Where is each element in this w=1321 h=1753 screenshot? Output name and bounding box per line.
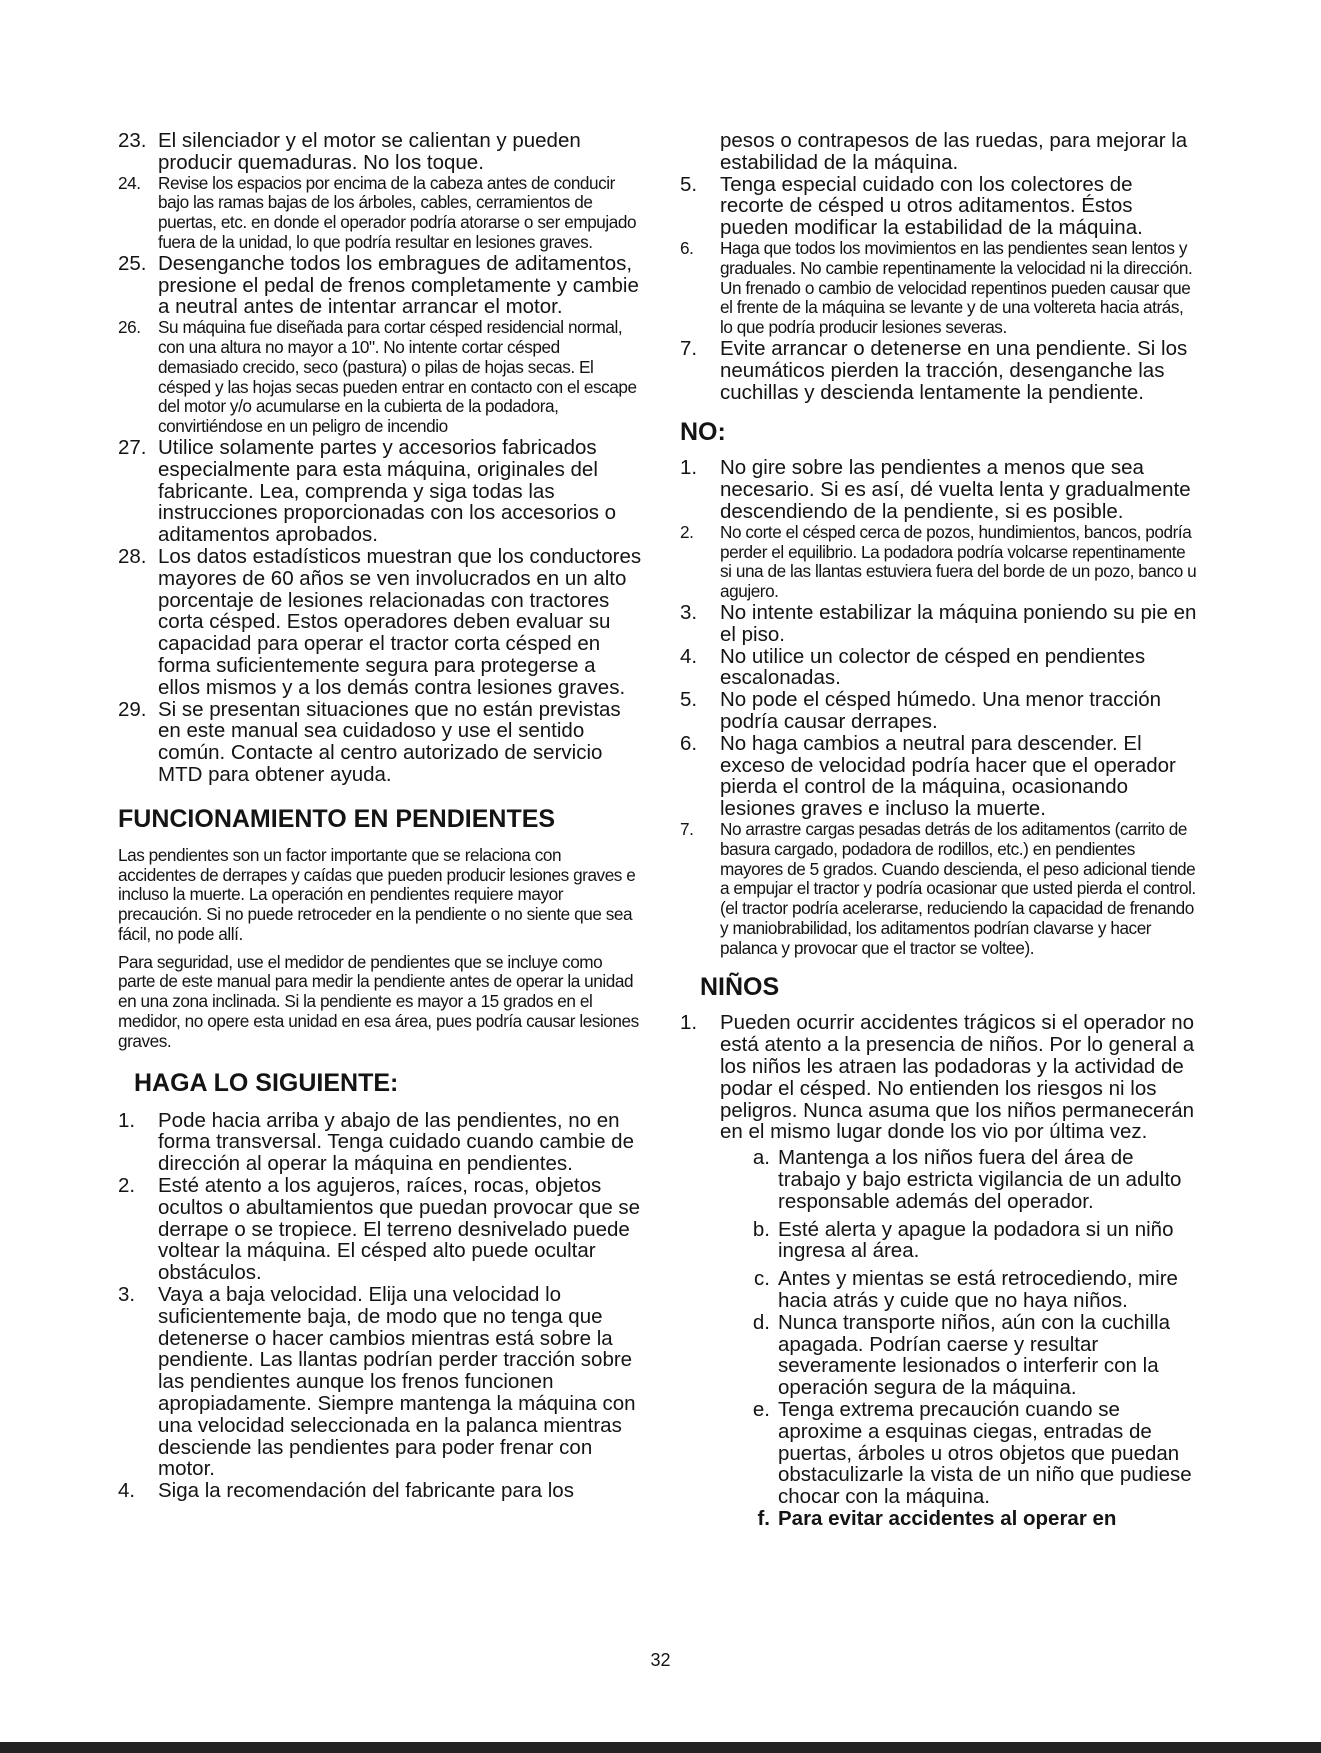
subitem-letter: d. bbox=[752, 1310, 770, 1334]
left-column bbox=[118, 130, 643, 1502]
children-sublist bbox=[720, 1147, 1200, 1530]
do-item-6 bbox=[680, 239, 1200, 338]
item-number: 2. bbox=[118, 1174, 136, 1198]
item-text: No pode el césped húmedo. Una menor tracción podría causar derrapes. bbox=[720, 688, 1162, 733]
item-text: Pueden ocurrir accidentes trágicos si el operador no está atento a la presencia de niños. Por lo general a los niños les atraen las podadoras y la actividad de podar el césped. No entienden los riesgos ni los peligros. Nunca asuma que los niños permanecerán en el mismo lugar donde los vio por última vez. bbox=[720, 1011, 1195, 1144]
subitem-text: Nunca transporte niños, aún con la cuchilla apagada. Podrían caerse y resultar severamente lesionados o interferir con la operación segura de la máquina. bbox=[778, 1310, 1171, 1400]
dont-item-5 bbox=[680, 689, 1200, 733]
item-number: 25. bbox=[118, 251, 147, 275]
children-subitem-a bbox=[740, 1147, 1200, 1212]
subitem-text: Para evitar accidentes al operar en bbox=[778, 1507, 1117, 1531]
item-text: No utilice un colector de césped en pendientes escalonadas. bbox=[720, 644, 1146, 690]
item-text: Revise los espacios por encima de la cabeza antes de conducir bajo las ramas bajas de los árboles, cables, cerramientos de puertas, etc. en donde el operador podría atorarse o ser empujado fuera de la unidad, lo que podría resultar en lesiones graves. bbox=[158, 172, 637, 252]
item-number: 6. bbox=[680, 237, 694, 258]
children-subitem-c bbox=[740, 1268, 1200, 1312]
safety-list-left bbox=[118, 130, 643, 786]
list-item-26 bbox=[118, 318, 643, 437]
do-item-4 bbox=[118, 1480, 643, 1502]
list-item-25 bbox=[118, 253, 643, 318]
do-item-5 bbox=[680, 174, 1200, 239]
dont-item-4 bbox=[680, 646, 1200, 690]
subitem-text: Tenga extrema precaución cuando se aproxime a esquinas ciegas, entradas de puertas, árboles u otros objetos que puedan obstaculizarle la vista de un niño que pudiese chocar con la máquina. bbox=[778, 1398, 1192, 1509]
item-text: Si se presentan situaciones que no están previstas en este manual sea cuidadoso y use el sentido común. Contacte al centro autorizado de servicio MTD para obtener ayuda. bbox=[158, 697, 621, 786]
slopes-paragraph-1: Las pendientes son un factor importante que se relaciona con accidentes de derrapes y caídas que pueden producir lesiones graves e incluso la muerte. La operación en pendientes requiere mayor precaución. Si no puede retroceder en la pendiente o no siente que sea fácil, no pode allí. bbox=[118, 844, 636, 944]
item-number: 1. bbox=[118, 1108, 136, 1132]
children-subitem-b bbox=[740, 1219, 1200, 1263]
item-number: 4. bbox=[118, 1479, 136, 1503]
subitem-letter: f. bbox=[757, 1507, 770, 1531]
children-subitem-d bbox=[740, 1312, 1200, 1399]
item-number: 3. bbox=[680, 600, 698, 624]
do-item-1 bbox=[118, 1110, 643, 1175]
item-number: 1. bbox=[680, 456, 698, 480]
dont-item-1 bbox=[680, 457, 1200, 522]
subitem-letter: b. bbox=[752, 1217, 770, 1241]
subitem-text: Mantenga a los niños fuera del área de trabajo y bajo estricta vigilancia de un adulto responsable además del operador. bbox=[778, 1146, 1182, 1213]
do-item-3 bbox=[118, 1284, 643, 1480]
list-item-23 bbox=[118, 130, 643, 174]
list-item-28 bbox=[118, 546, 643, 699]
section-heading-slopes: FUNCIONAMIENTO EN PENDIENTES bbox=[118, 804, 556, 833]
item-text: No haga cambios a neutral para descender. El exceso de velocidad podría hacer que el operador pierda el control de la máquina, ocasionando lesiones graves e incluso la muerte. bbox=[720, 731, 1176, 821]
item-text: No corte el césped cerca de pozos, hundimientos, bancos, podría perder el equilibrio. La podadora podría volcarse repentinamente si una de las llantas estuviera fuera del borde de un pozo, banco u agujero. bbox=[720, 521, 1197, 602]
item-text: Desenganche todos los embragues de aditamentos, presione el pedal de frenos completamente y cambie a neutral antes de intentar arrancar el motor. bbox=[158, 251, 639, 319]
dont-list bbox=[680, 457, 1200, 958]
dont-item-6 bbox=[680, 733, 1200, 820]
children-item-1 bbox=[680, 1012, 1200, 1529]
item-number: 4. bbox=[680, 644, 698, 668]
do-list bbox=[118, 1110, 643, 1502]
slopes-paragraph-2: Para seguridad, use el medidor de pendientes que se incluye como parte de este manual para medir la pendiente antes de operar la unidad en una zona inclinada. Si la pendiente es mayor a 15 grados en el medidor, no opere esta unidad en esa área, pues podría causar lesiones graves. bbox=[118, 951, 639, 1051]
children-subitem-e bbox=[740, 1399, 1200, 1508]
item-number: 2. bbox=[680, 521, 694, 542]
list-item-24 bbox=[118, 174, 643, 253]
item-number: 7. bbox=[680, 336, 698, 360]
item-number: 6. bbox=[680, 731, 698, 755]
item-text: Siga la recomendación del fabricante para los bbox=[158, 1479, 574, 1503]
children-subitem-f bbox=[740, 1508, 1200, 1530]
item-text: No arrastre cargas pesadas detrás de los aditamentos (carrito de basura cargado, podadora de rodillos, etc.) en pendientes mayores de 5 grados. Cuando descienda, el peso adicional tiende a empujar el tractor y podría ocasionar que usted pierda el control. (el tractor podría acelerarse, reduciendo la capacidad de frenando y maniobrabilidad, los aditamentos podrían clavarse y hacer palanca y provocar que el tractor se voltee). bbox=[720, 818, 1196, 958]
dont-item-3 bbox=[680, 602, 1200, 646]
section-heading-children: NIÑOS bbox=[700, 973, 780, 1002]
item-text: Vaya a baja velocidad. Elija una velocidad lo suficientemente baja, de modo que no tenga que detenerse o hacer cambios mientras está sobre la pendiente. Las llantas podrían perder tracción sobre las pendientes aunque los frenos funcionen apropiadamente. Siempre mantenga la máquina con una velocidad seleccionada en la palanca mientras desciende las pendientes para poder frenar con motor. bbox=[158, 1283, 636, 1481]
item-number: 1. bbox=[680, 1011, 698, 1035]
dont-item-7 bbox=[680, 820, 1200, 959]
do-item-4-continued bbox=[680, 130, 1200, 174]
item-text: Evite arrancar o detenerse en una pendiente. Si los neumáticos pierden la tracción, desenganche las cuchillas y descienda lentamente la pendiente. bbox=[720, 336, 1188, 404]
item-text: pesos o contrapesos de las ruedas, para mejorar la estabilidad de la máquina. bbox=[720, 129, 1188, 174]
item-text: Tenga especial cuidado con los colectores de recorte de césped u otros aditamentos. Éstos pueden modificar la estabilidad de la máquina. bbox=[720, 172, 1143, 240]
item-text: Su máquina fue diseñada para cortar césped residencial normal, con una altura no mayor a 10". No intente cortar césped demasiado crecido, seco (pastura) o pilas de hojas secas. El césped y las hojas secas pueden entrar en contacto con el escape del motor y/o acumularse en la cubierta de la podadora, convirtiéndose en un peligro de incendio bbox=[158, 317, 637, 437]
do-item-7 bbox=[680, 338, 1200, 403]
right-column bbox=[680, 130, 1200, 1530]
subitem-letter: a. bbox=[752, 1146, 770, 1170]
item-number: 5. bbox=[680, 172, 698, 196]
item-text: Esté atento a los agujeros, raíces, rocas, objetos ocultos o abultamientos que puedan provocar que se derrape o se tropiece. El terreno desnivelado puede voltear la máquina. El césped alto puede ocultar obstáculos. bbox=[158, 1174, 641, 1285]
subitem-text: Esté alerta y apague la podadora si un niño ingresa al área. bbox=[778, 1217, 1174, 1263]
item-text: El silenciador y el motor se calientan y pueden producir quemaduras. No los toque. bbox=[158, 129, 581, 174]
subitem-letter: e. bbox=[752, 1398, 770, 1422]
item-number: 28. bbox=[118, 544, 147, 568]
item-text: No intente estabilizar la máquina poniendo su pie en el piso. bbox=[720, 600, 1197, 646]
item-text: No gire sobre las pendientes a menos que sea necesario. Si es así, dé vuelta lenta y gradualmente descendiendo de la pendiente, si es posible. bbox=[720, 456, 1191, 523]
list-item-27 bbox=[118, 437, 643, 546]
item-text: Pode hacia arriba y abajo de las pendientes, no en forma transversal. Tenga cuidado cuando cambie de dirección al operar la máquina en pendientes. bbox=[158, 1108, 634, 1176]
list-item-29 bbox=[118, 699, 643, 786]
do-item-2 bbox=[118, 1175, 643, 1284]
item-text: Utilice solamente partes y accesorios fabricados especialmente para esta máquina, originales del fabricante. Lea, comprenda y siga todas las instrucciones proporcionadas con los accesorios o aditamentos aprobados. bbox=[158, 435, 617, 547]
section-heading-dont: NO: bbox=[680, 418, 726, 447]
item-number: 24. bbox=[118, 172, 141, 193]
dont-item-2 bbox=[680, 523, 1200, 602]
scan-edge-bar bbox=[0, 1742, 1321, 1753]
do-list-continued bbox=[680, 130, 1200, 403]
item-number: 3. bbox=[118, 1283, 136, 1307]
item-number: 26. bbox=[118, 317, 141, 338]
item-number: 29. bbox=[118, 697, 147, 721]
item-number: 5. bbox=[680, 688, 698, 712]
item-number: 23. bbox=[118, 129, 147, 152]
item-number: 27. bbox=[118, 435, 147, 459]
section-heading-do: HAGA LO SIGUIENTE: bbox=[134, 1068, 399, 1097]
children-list bbox=[680, 1012, 1200, 1529]
page-number: 32 bbox=[650, 1650, 671, 1670]
item-number: 7. bbox=[680, 818, 694, 839]
subitem-letter: c. bbox=[754, 1267, 770, 1291]
item-text: Haga que todos los movimientos en las pendientes sean lentos y graduales. No cambie repentinamente la velocidad ni la dirección. Un frenado o cambio de velocidad repentinos pueden causar que el frente de la máquina se levante y de una voltereta hacia atrás, lo que podría producir lesiones severas. bbox=[720, 237, 1193, 338]
item-text: Los datos estadísticos muestran que los conductores mayores de 60 años se ven involucrados en un alto porcentaje de lesiones relacionadas con tractores corta césped. Estos operadores deben evaluar su capacidad para operar el tractor corta césped en forma suficientemente segura para protegerse a ellos mismos y a los demás contra lesiones graves. bbox=[158, 544, 642, 699]
subitem-text: Antes y mientas se está retrocediendo, mire hacia atrás y cuide que no haya niños. bbox=[778, 1267, 1178, 1313]
